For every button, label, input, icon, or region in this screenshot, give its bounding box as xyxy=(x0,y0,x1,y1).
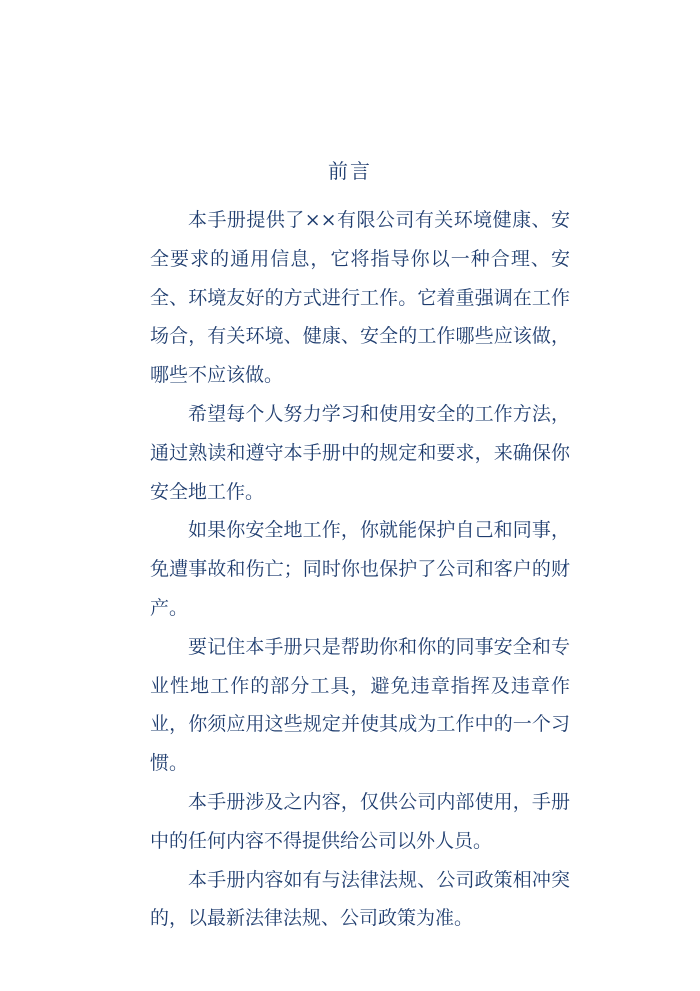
paragraph-protection: 如果你安全地工作，你就能保护自己和同事，免遭事故和伤亡；同时你也保护了公司和客户的财产。 xyxy=(150,519,570,619)
paragraph-hope: 希望每个人努力学习和使用安全的工作方法，通过熟读和遵守本手册中的规定和要求，来确保你安全地工作。 xyxy=(150,402,570,503)
paragraph-intro: 本手册提供了××有限公司有关环境健康、安全要求的通用信息，它将指导你以一种合理、安全、环境友好的方式进行工作。它着重强调在工作场合，有关环境、健康、安全的工作哪些应该做，哪些不应该做。 xyxy=(150,209,570,387)
paragraph-internal-use: 本手册涉及之内容，仅供公司内部使用，手册中的任何内容不得提供给公司以外人员。 xyxy=(150,790,570,852)
preface-body xyxy=(150,201,570,938)
page-title: 前言 xyxy=(328,159,372,183)
paragraph-tool: 要记住本手册只是帮助你和你的同事安全和专业性地工作的部分工具，避免违章指挥及违章作业，你须应用这些规定并使其成为工作中的一个习惯。 xyxy=(150,635,570,775)
paragraph-precedence: 本手册内容如有与法律法规、公司政策相冲突的，以最新法律法规、公司政策为准。 xyxy=(150,868,570,930)
